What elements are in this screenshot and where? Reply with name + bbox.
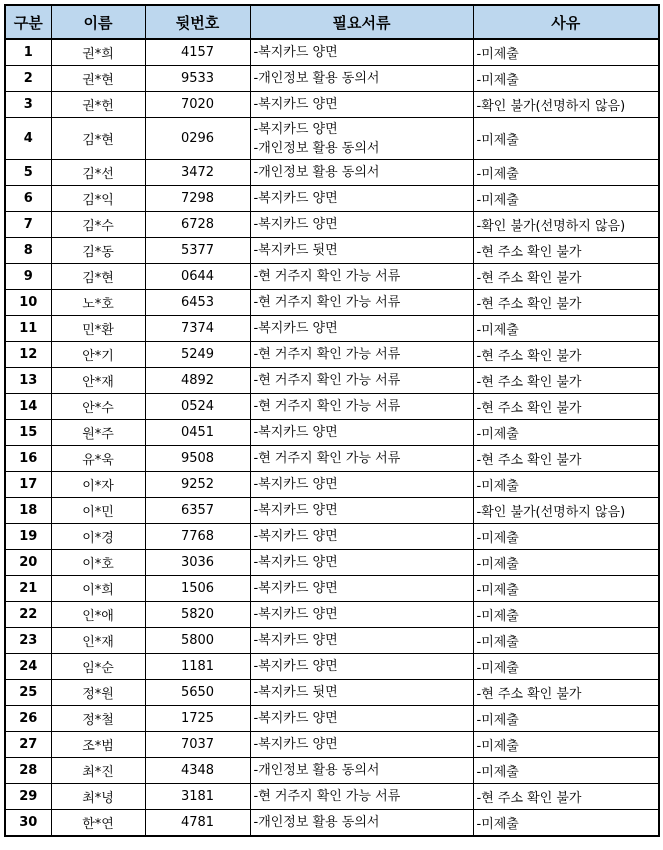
required-documents bbox=[250, 498, 473, 524]
document-item: -복지카드 양면 bbox=[253, 425, 338, 440]
row-number: 4 bbox=[5, 118, 51, 160]
required-documents bbox=[250, 706, 473, 732]
reason: -미제출 bbox=[473, 706, 659, 732]
person-name: 조*범 bbox=[51, 732, 145, 758]
back-number: 1181 bbox=[145, 654, 250, 680]
table-row bbox=[5, 524, 659, 550]
row-number: 5 bbox=[5, 160, 51, 186]
row-number: 9 bbox=[5, 264, 51, 290]
reason: -미제출 bbox=[473, 602, 659, 628]
back-number: 0644 bbox=[145, 264, 250, 290]
required-documents bbox=[250, 732, 473, 758]
reason: -현 주소 확인 불가 bbox=[473, 290, 659, 316]
table-row bbox=[5, 238, 659, 264]
back-number: 6453 bbox=[145, 290, 250, 316]
document-page bbox=[4, 4, 660, 837]
table-row bbox=[5, 316, 659, 342]
reason: -현 주소 확인 불가 bbox=[473, 264, 659, 290]
document-item: -현 거주지 확인 가능 서류 bbox=[253, 451, 401, 466]
document-item: -복지카드 뒷면 bbox=[253, 685, 338, 700]
table-row bbox=[5, 212, 659, 238]
document-item: -복지카드 양면 bbox=[253, 121, 338, 137]
reason: -미제출 bbox=[473, 810, 659, 837]
required-documents bbox=[250, 810, 473, 837]
table-row bbox=[5, 39, 659, 66]
document-item: -복지카드 양면 bbox=[253, 555, 338, 570]
required-documents bbox=[250, 524, 473, 550]
required-documents bbox=[250, 420, 473, 446]
table-row bbox=[5, 290, 659, 316]
row-number: 2 bbox=[5, 66, 51, 92]
table-row bbox=[5, 394, 659, 420]
person-name: 최*진 bbox=[51, 758, 145, 784]
person-name: 김*현 bbox=[51, 264, 145, 290]
document-item: -복지카드 양면 bbox=[253, 737, 338, 752]
row-number: 22 bbox=[5, 602, 51, 628]
reason: -현 주소 확인 불가 bbox=[473, 680, 659, 706]
reason: -확인 불가(선명하지 않음) bbox=[473, 92, 659, 118]
document-item: -개인정보 활용 동의서 bbox=[253, 815, 380, 830]
table-row bbox=[5, 66, 659, 92]
person-name: 김*수 bbox=[51, 212, 145, 238]
document-item: -복지카드 양면 bbox=[253, 633, 338, 648]
document-item: -현 거주지 확인 가능 서류 bbox=[253, 269, 401, 284]
back-number: 6357 bbox=[145, 498, 250, 524]
document-item: -현 거주지 확인 가능 서류 bbox=[253, 347, 401, 362]
document-item: -복지카드 양면 bbox=[253, 97, 338, 112]
back-number: 0524 bbox=[145, 394, 250, 420]
table-row bbox=[5, 602, 659, 628]
document-item: -복지카드 뒷면 bbox=[253, 243, 338, 258]
person-name: 이*자 bbox=[51, 472, 145, 498]
table-row bbox=[5, 264, 659, 290]
document-item: -개인정보 활용 동의서 bbox=[253, 165, 380, 180]
table-row bbox=[5, 810, 659, 837]
required-documents bbox=[250, 264, 473, 290]
header-category: 구분 bbox=[5, 5, 51, 39]
reason: -미제출 bbox=[473, 186, 659, 212]
back-number: 7768 bbox=[145, 524, 250, 550]
required-documents bbox=[250, 66, 473, 92]
back-number: 4348 bbox=[145, 758, 250, 784]
back-number: 9533 bbox=[145, 66, 250, 92]
document-item: -복지카드 양면 bbox=[253, 217, 338, 232]
table-header bbox=[5, 5, 659, 39]
table-row bbox=[5, 706, 659, 732]
person-name: 권*현 bbox=[51, 66, 145, 92]
row-number: 19 bbox=[5, 524, 51, 550]
back-number: 0451 bbox=[145, 420, 250, 446]
back-number: 9508 bbox=[145, 446, 250, 472]
required-documents bbox=[250, 550, 473, 576]
back-number: 3036 bbox=[145, 550, 250, 576]
table-row bbox=[5, 118, 659, 160]
person-name: 노*호 bbox=[51, 290, 145, 316]
row-number: 26 bbox=[5, 706, 51, 732]
row-number: 14 bbox=[5, 394, 51, 420]
reason: -미제출 bbox=[473, 576, 659, 602]
reason: -미제출 bbox=[473, 524, 659, 550]
back-number: 4157 bbox=[145, 39, 250, 66]
table-row bbox=[5, 498, 659, 524]
person-name: 이*민 bbox=[51, 498, 145, 524]
table-row bbox=[5, 368, 659, 394]
person-name: 임*순 bbox=[51, 654, 145, 680]
required-documents bbox=[250, 394, 473, 420]
document-item: -복지카드 양면 bbox=[253, 581, 338, 596]
row-number: 7 bbox=[5, 212, 51, 238]
back-number: 4781 bbox=[145, 810, 250, 837]
back-number: 7020 bbox=[145, 92, 250, 118]
table-row bbox=[5, 160, 659, 186]
required-documents bbox=[250, 758, 473, 784]
person-name: 정*철 bbox=[51, 706, 145, 732]
back-number: 7298 bbox=[145, 186, 250, 212]
row-number: 12 bbox=[5, 342, 51, 368]
reason: -현 주소 확인 불가 bbox=[473, 342, 659, 368]
document-item: -복지카드 양면 bbox=[253, 45, 338, 60]
header-back-number: 뒷번호 bbox=[145, 5, 250, 39]
back-number: 5377 bbox=[145, 238, 250, 264]
required-documents bbox=[250, 39, 473, 66]
header-reason: 사유 bbox=[473, 5, 659, 39]
document-item: -복지카드 양면 bbox=[253, 321, 338, 336]
document-item: -복지카드 양면 bbox=[253, 529, 338, 544]
reason: -현 주소 확인 불가 bbox=[473, 446, 659, 472]
row-number: 24 bbox=[5, 654, 51, 680]
row-number: 3 bbox=[5, 92, 51, 118]
reason: -미제출 bbox=[473, 39, 659, 66]
row-number: 16 bbox=[5, 446, 51, 472]
document-item: -복지카드 양면 bbox=[253, 659, 338, 674]
required-documents bbox=[250, 342, 473, 368]
required-documents bbox=[250, 784, 473, 810]
back-number: 5249 bbox=[145, 342, 250, 368]
person-name: 김*선 bbox=[51, 160, 145, 186]
table-row bbox=[5, 550, 659, 576]
required-documents bbox=[250, 92, 473, 118]
document-item: -개인정보 활용 동의서 bbox=[253, 140, 380, 156]
table-row bbox=[5, 680, 659, 706]
header-name: 이름 bbox=[51, 5, 145, 39]
back-number: 1506 bbox=[145, 576, 250, 602]
person-name: 권*희 bbox=[51, 39, 145, 66]
back-number: 7374 bbox=[145, 316, 250, 342]
reason: -현 주소 확인 불가 bbox=[473, 394, 659, 420]
person-name: 인*애 bbox=[51, 602, 145, 628]
required-documents bbox=[250, 576, 473, 602]
person-name: 인*재 bbox=[51, 628, 145, 654]
person-name: 안*수 bbox=[51, 394, 145, 420]
missing-documents-table bbox=[4, 4, 660, 837]
row-number: 15 bbox=[5, 420, 51, 446]
row-number: 23 bbox=[5, 628, 51, 654]
required-documents bbox=[250, 654, 473, 680]
person-name: 민*환 bbox=[51, 316, 145, 342]
person-name: 이*경 bbox=[51, 524, 145, 550]
row-number: 8 bbox=[5, 238, 51, 264]
back-number: 9252 bbox=[145, 472, 250, 498]
header-row bbox=[5, 5, 659, 39]
document-item: -복지카드 양면 bbox=[253, 503, 338, 518]
required-documents bbox=[250, 212, 473, 238]
header-required-docs: 필요서류 bbox=[250, 5, 473, 39]
required-documents bbox=[250, 118, 473, 160]
reason: -확인 불가(선명하지 않음) bbox=[473, 498, 659, 524]
back-number: 5820 bbox=[145, 602, 250, 628]
table-row bbox=[5, 420, 659, 446]
table-row bbox=[5, 342, 659, 368]
reason: -미제출 bbox=[473, 758, 659, 784]
document-item: -개인정보 활용 동의서 bbox=[253, 71, 380, 86]
required-documents bbox=[250, 628, 473, 654]
required-documents bbox=[250, 238, 473, 264]
table-row bbox=[5, 576, 659, 602]
reason: -미제출 bbox=[473, 732, 659, 758]
document-item: -현 거주지 확인 가능 서류 bbox=[253, 399, 401, 414]
back-number: 0296 bbox=[145, 118, 250, 160]
document-item: -복지카드 양면 bbox=[253, 477, 338, 492]
required-documents bbox=[250, 368, 473, 394]
person-name: 김*익 bbox=[51, 186, 145, 212]
back-number: 6728 bbox=[145, 212, 250, 238]
required-documents bbox=[250, 186, 473, 212]
required-documents bbox=[250, 446, 473, 472]
back-number: 3181 bbox=[145, 784, 250, 810]
person-name: 안*기 bbox=[51, 342, 145, 368]
table-row bbox=[5, 732, 659, 758]
row-number: 28 bbox=[5, 758, 51, 784]
person-name: 안*재 bbox=[51, 368, 145, 394]
reason: -미제출 bbox=[473, 472, 659, 498]
reason: -미제출 bbox=[473, 654, 659, 680]
document-item: -현 거주지 확인 가능 서류 bbox=[253, 295, 401, 310]
reason: -미제출 bbox=[473, 420, 659, 446]
row-number: 1 bbox=[5, 39, 51, 66]
required-documents bbox=[250, 290, 473, 316]
person-name: 최*녕 bbox=[51, 784, 145, 810]
document-item: -복지카드 양면 bbox=[253, 607, 338, 622]
row-number: 30 bbox=[5, 810, 51, 837]
table-row bbox=[5, 446, 659, 472]
required-documents bbox=[250, 472, 473, 498]
row-number: 11 bbox=[5, 316, 51, 342]
reason: -미제출 bbox=[473, 160, 659, 186]
reason: -현 주소 확인 불가 bbox=[473, 368, 659, 394]
back-number: 5800 bbox=[145, 628, 250, 654]
document-item: -현 거주지 확인 가능 서류 bbox=[253, 789, 401, 804]
reason: -확인 불가(선명하지 않음) bbox=[473, 212, 659, 238]
table-row bbox=[5, 758, 659, 784]
table-row bbox=[5, 186, 659, 212]
person-name: 권*헌 bbox=[51, 92, 145, 118]
table-row bbox=[5, 654, 659, 680]
row-number: 29 bbox=[5, 784, 51, 810]
back-number: 4892 bbox=[145, 368, 250, 394]
reason: -미제출 bbox=[473, 628, 659, 654]
row-number: 20 bbox=[5, 550, 51, 576]
required-documents bbox=[250, 680, 473, 706]
back-number: 5650 bbox=[145, 680, 250, 706]
back-number: 3472 bbox=[145, 160, 250, 186]
back-number: 1725 bbox=[145, 706, 250, 732]
back-number: 7037 bbox=[145, 732, 250, 758]
person-name: 이*호 bbox=[51, 550, 145, 576]
row-number: 17 bbox=[5, 472, 51, 498]
required-documents bbox=[250, 160, 473, 186]
row-number: 18 bbox=[5, 498, 51, 524]
person-name: 정*원 bbox=[51, 680, 145, 706]
reason: -현 주소 확인 불가 bbox=[473, 238, 659, 264]
person-name: 유*욱 bbox=[51, 446, 145, 472]
person-name: 이*희 bbox=[51, 576, 145, 602]
row-number: 6 bbox=[5, 186, 51, 212]
row-number: 21 bbox=[5, 576, 51, 602]
reason: -미제출 bbox=[473, 550, 659, 576]
row-number: 27 bbox=[5, 732, 51, 758]
document-item: -현 거주지 확인 가능 서류 bbox=[253, 373, 401, 388]
document-item: -복지카드 양면 bbox=[253, 191, 338, 206]
table-row bbox=[5, 472, 659, 498]
document-item: -복지카드 양면 bbox=[253, 711, 338, 726]
reason: -미제출 bbox=[473, 316, 659, 342]
row-number: 10 bbox=[5, 290, 51, 316]
required-documents bbox=[250, 316, 473, 342]
reason: -미제출 bbox=[473, 66, 659, 92]
reason: -미제출 bbox=[473, 118, 659, 160]
table-row bbox=[5, 784, 659, 810]
person-name: 한*연 bbox=[51, 810, 145, 837]
reason: -현 주소 확인 불가 bbox=[473, 784, 659, 810]
table-row bbox=[5, 92, 659, 118]
person-name: 김*동 bbox=[51, 238, 145, 264]
row-number: 13 bbox=[5, 368, 51, 394]
table-row bbox=[5, 628, 659, 654]
row-number: 25 bbox=[5, 680, 51, 706]
document-item: -개인정보 활용 동의서 bbox=[253, 763, 380, 778]
person-name: 원*주 bbox=[51, 420, 145, 446]
person-name: 김*현 bbox=[51, 118, 145, 160]
required-documents bbox=[250, 602, 473, 628]
table-body bbox=[5, 39, 659, 836]
